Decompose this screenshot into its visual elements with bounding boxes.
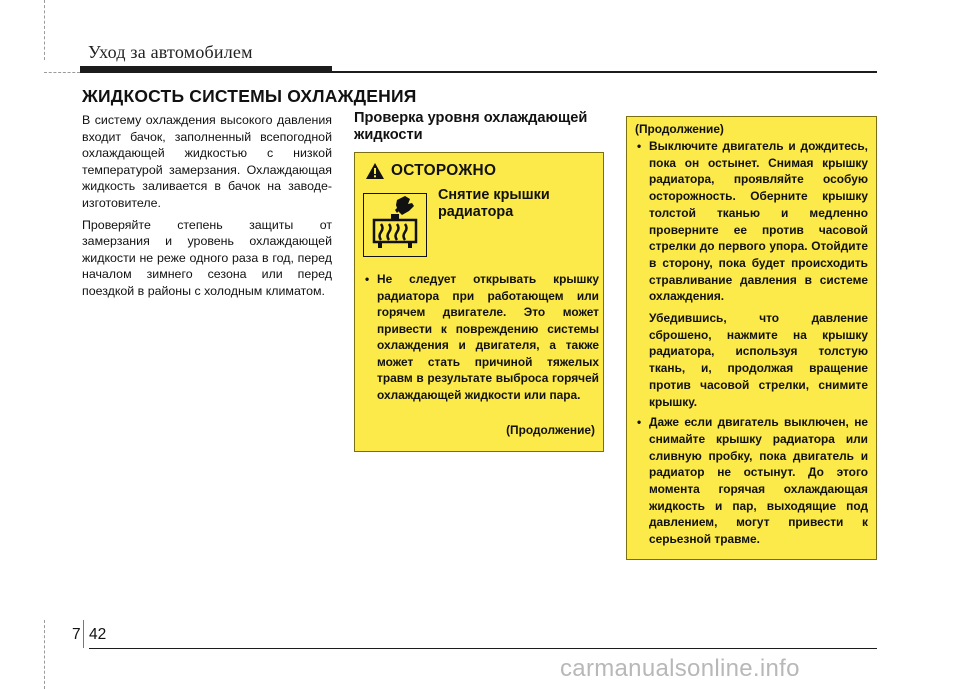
header-rule-thin bbox=[332, 71, 877, 73]
warning-header bbox=[365, 162, 496, 180]
warning-list bbox=[363, 271, 599, 403]
intro-text bbox=[82, 112, 332, 305]
intro-paragraph: Проверяйте степень защиты от замерзания и уровень охлаждающей жидкости не реже одного раза в год, перед началом зимнего сезона или перед поездкой в районы с холодным климатом. bbox=[82, 217, 332, 298]
warning-triangle-icon bbox=[365, 162, 385, 180]
icon-caption: Снятие крышки радиатора bbox=[438, 187, 550, 220]
crop-mark-top bbox=[44, 0, 45, 60]
continuation-item bbox=[635, 414, 868, 548]
page-number: 42 bbox=[89, 626, 107, 643]
continued-label: (Продолжение) bbox=[506, 423, 595, 437]
continuation-box bbox=[626, 116, 877, 560]
warning-label: ОСТОРОЖНО bbox=[391, 162, 497, 179]
crop-mark-bottom bbox=[44, 620, 45, 689]
header-rule-thick bbox=[80, 66, 332, 73]
continuation-heading: (Продолжение) bbox=[635, 122, 724, 136]
continuation-list bbox=[635, 138, 868, 552]
footer-rule bbox=[89, 648, 877, 649]
section-title: ЖИДКОСТЬ СИСТЕМЫ ОХЛАЖДЕНИЯ bbox=[82, 86, 417, 106]
continuation-paragraph: • Выключите двигатель и дождитесь, пока он остынет. Снимая крышку радиатора, проявляйте особую осторожность. Оберните крышку толстой тканью и медленно проверните ее против часовой стрелки до первого упора. Отойдите в сторону, пока будет происходить стравливание давления в системе охлаждения. bbox=[649, 139, 868, 304]
hot-radiator-cap-icon bbox=[363, 193, 427, 257]
crop-mark-h bbox=[44, 72, 80, 73]
watermark: carmanualsonline.info bbox=[560, 655, 800, 682]
warning-box bbox=[354, 152, 604, 452]
continuation-item bbox=[635, 138, 868, 410]
check-heading: Проверка уровня охлаждающей жидкости bbox=[354, 110, 588, 143]
page-header-title: Уход за автомобилем bbox=[88, 42, 253, 62]
page-number-divider bbox=[83, 620, 84, 648]
intro-paragraph: В систему охлаждения высокого давления входит бачок, заполненный всепогодной охлаждающей жидкостью с низкой температурой замерзания. Охлаждающая жидкость заливается в бачок на заводе-изготовителе. bbox=[82, 113, 332, 210]
warning-item: • Не следует открывать крышку радиатора при работающем или горячем двигателе. Это может привести к повреждению системы охлаждения и двигателя, а также может стать причиной тяжелых травм в результате выброса горячей охлаждающей жидкости или пара. bbox=[363, 271, 599, 403]
section-number: 7 bbox=[72, 626, 81, 643]
continuation-paragraph: • Даже если двигатель выключен, не снимайте крышку радиатора или сливную пробку, пока двигатель и радиатор не остынут. До этого момента горячая охлаждающая жидкость и пар, выходящие под давлением, могут привести к серьезной травме. bbox=[649, 415, 868, 547]
continuation-paragraph: Убедившись, что давление сброшено, нажмите на крышку радиатора, используя толстую ткань, и, продолжая вращение против часовой стрелки, снимите крышку. bbox=[649, 311, 868, 409]
